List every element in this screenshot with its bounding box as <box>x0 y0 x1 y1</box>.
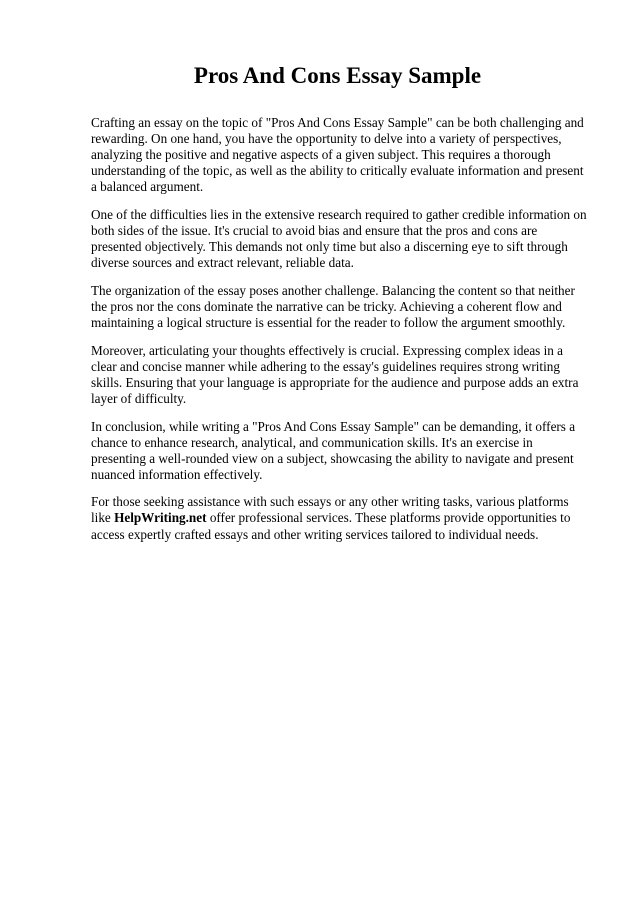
paragraph-3: The organization of the essay poses another challenge. Balancing the content so that neither the pros nor the cons dominate the narrative can be tricky. Achieving a coherent flow and maintaining a logical structure is essential for the reader to follow the argument smoothly. <box>91 282 575 331</box>
paragraph-4: Moreover, articulating your thoughts effectively is crucial. Expressing complex ideas in a clear and concise manner while adhering to the essay's guidelines requires strong writing skills. Ensuring that your language is appropriate for the audience and purpose adds an extra layer of difficulty. <box>91 342 579 406</box>
helpwriting-link[interactable]: HelpWriting.net <box>114 510 207 526</box>
paragraph-5: In conclusion, while writing a "Pros And Cons Essay Sample" can be demanding, it offers a chance to enhance research, analytical, and communication skills. It's an exercise in presenting a well-rounded view on a subject, showcasing the ability to navigate and present nuanced information effectively. <box>91 418 576 482</box>
document-title: Pros And Cons Essay Sample <box>193 63 482 88</box>
paragraph-2: One of the difficulties lies in the extensive research required to gather credible information on both sides of the issue. It's crucial to avoid bias and ensure that the pros and cons are presented objectively. This demands not only time but also a discerning eye to sift through diverse sources and extract relevant, reliable data. <box>91 206 587 271</box>
paragraph-6 <box>91 494 590 542</box>
paragraph-6-outro: offer professional services. These platforms provide opportunities to access expertly crafted essays and other writing services tailored to individual needs. <box>91 510 571 542</box>
paragraph-1: Crafting an essay on the topic of "Pros And Cons Essay Sample" can be both challenging and rewarding. On one hand, you have the opportunity to delve into a variety of perspectives, analyzing the positive and negative aspects of a given subject. This requires a thorough understanding of the topic, as well as the ability to critically evaluate information and present a balanced argument. <box>91 115 584 195</box>
paragraph-6-intro: For those seeking assistance with such essays or any other writing tasks, various platforms like <box>91 494 569 526</box>
